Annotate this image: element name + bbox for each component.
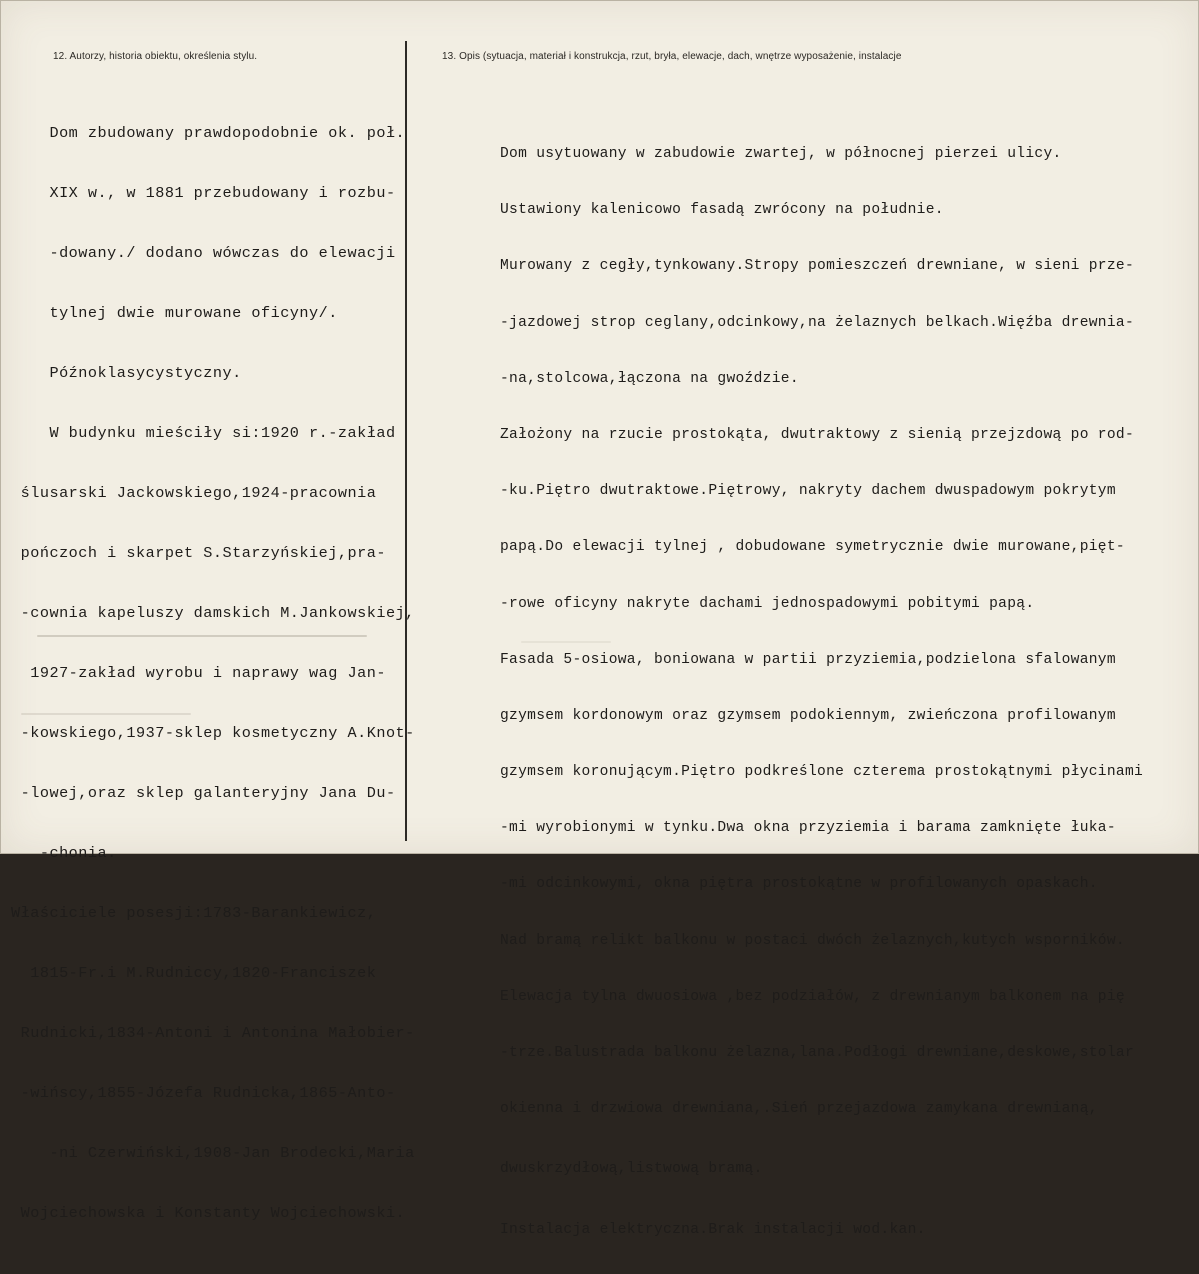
description-line: Fasada 5-osiowa, boniowana w partii przyziemia,podzielona sfalowanym <box>500 651 1116 668</box>
description-line: Instalacja elektryczna.Brak instalacji wod.kan. <box>500 1221 926 1238</box>
history-line: W budynku mieściły si:1920 r.-zakład <box>11 424 396 442</box>
description-line: Murowany z cegły,tynkowany.Stropy pomieszczeń drewniane, w sieni prze- <box>500 258 1135 275</box>
history-line: Dom zbudowany prawdopodobnie ok. poł. <box>11 124 406 142</box>
description-line: -ku.Piętro dwutraktowe.Piętrowy, nakryty dachem dwuspadowym pokrytym <box>500 483 1116 500</box>
history-line: -ni Czerwiński,1908-Jan Brodecki,Maria <box>11 1144 415 1162</box>
description-column <box>500 110 1143 1274</box>
faded-trace <box>521 641 611 643</box>
description-line: -jazdowej strop ceglany,odcinkowy,na żelaznych belkach.Więźba drewnia- <box>500 314 1135 331</box>
history-line: XIX w., w 1881 przebudowany i rozbu- <box>11 184 396 202</box>
description-line: Nad bramą relikt balkonu w postaci dwóch żelaznych,kutych wsporników. <box>500 932 1125 949</box>
history-line: -cownia kapeluszy damskich M.Jankowskiej, <box>11 604 415 622</box>
faded-trace <box>37 635 367 637</box>
history-line: Wojciechowska i Konstanty Wojciechowski. <box>11 1204 406 1222</box>
history-line: tylnej dwie murowane oficyny/. <box>11 304 338 322</box>
history-line: ślusarski Jackowskiego,1924-pracownia <box>11 484 377 502</box>
description-line: -mi odcinkowymi, okna piętra prostokątne w profilowanych opaskach. <box>500 876 1098 893</box>
description-line: papą.Do elewacji tylnej , dobudowane symetrycznie dwie murowane,pięt- <box>500 539 1125 556</box>
history-line: -lowej,oraz sklep galanteryjny Jana Du- <box>11 784 396 802</box>
description-line: gzymsem koronującym.Piętro podkreślone czterema prostokątnymi płycinami <box>500 764 1144 781</box>
description-line: Elewacja tylna dwuosiowa ,bez podziałów, z drewnianym balkonem na pię <box>500 988 1125 1005</box>
description-line: -na,stolcowa,łączona na gwoździe. <box>500 370 799 387</box>
description-line: -rowe oficyny nakryte dachami jednospadowymi pobitymi papą. <box>500 595 1035 612</box>
section-13-heading: 13. Opis (sytuacja, materiał i konstrukcja, rzut, bryła, elewacje, dach, wnętrze wyposażenie, instalacje <box>442 51 902 62</box>
description-line: dwuskrzydłową,listwową bramą. <box>500 1161 763 1178</box>
section-12-heading: 12. Autorzy, historia obiektu, określenia stylu. <box>53 51 258 62</box>
history-line: -chonia. <box>11 844 117 862</box>
description-line: Ustawiony kalenicowo fasadą zwrócony na południe. <box>500 202 944 219</box>
history-line: Późnoklasycystyczny. <box>11 364 242 382</box>
history-column <box>11 85 415 1261</box>
description-line: gzymsem kordonowym oraz gzymsem podokiennym, zwieńczona profilowanym <box>500 707 1116 724</box>
description-line: Dom usytuowany w zabudowie zwartej, w północnej pierzei ulicy. <box>500 146 1062 162</box>
description-line: okienna i drzwiowa drewniana,.Sień przejazdowa zamykana drewnianą, <box>500 1101 1098 1118</box>
description-line: -mi wyrobionymi w tynku.Dwa okna przyziemia i barama zamknięte łuka- <box>500 820 1116 837</box>
faded-trace <box>21 713 191 715</box>
history-line: 1815-Fr.i M.Rudniccy,1820-Franciszek <box>11 964 377 982</box>
history-line: Rudnicki,1834-Antoni i Antonina Małobier- <box>11 1024 415 1042</box>
history-line: -dowany./ dodano wówczas do elewacji <box>11 244 396 262</box>
description-line: Założony na rzucie prostokąta, dwutraktowy z sienią przejzdową po rod- <box>500 426 1135 443</box>
history-line: -wińscy,1855-Józefa Rudnicka,1865-Anto- <box>11 1084 396 1102</box>
history-line: -kowskiego,1937-sklep kosmetyczny A.Knot- <box>11 724 415 742</box>
history-line: pończoch i skarpet S.Starzyńskiej,pra- <box>11 544 386 562</box>
history-line: 1927-zakład wyrobu i naprawy wag Jan- <box>11 664 386 682</box>
description-line: -trze.Balustrada balkonu żelazna,lana.Podłogi drewniane,deskowe,stolar <box>500 1045 1135 1061</box>
history-line: Właściciele posesji:1783-Barankiewicz, <box>11 904 377 922</box>
